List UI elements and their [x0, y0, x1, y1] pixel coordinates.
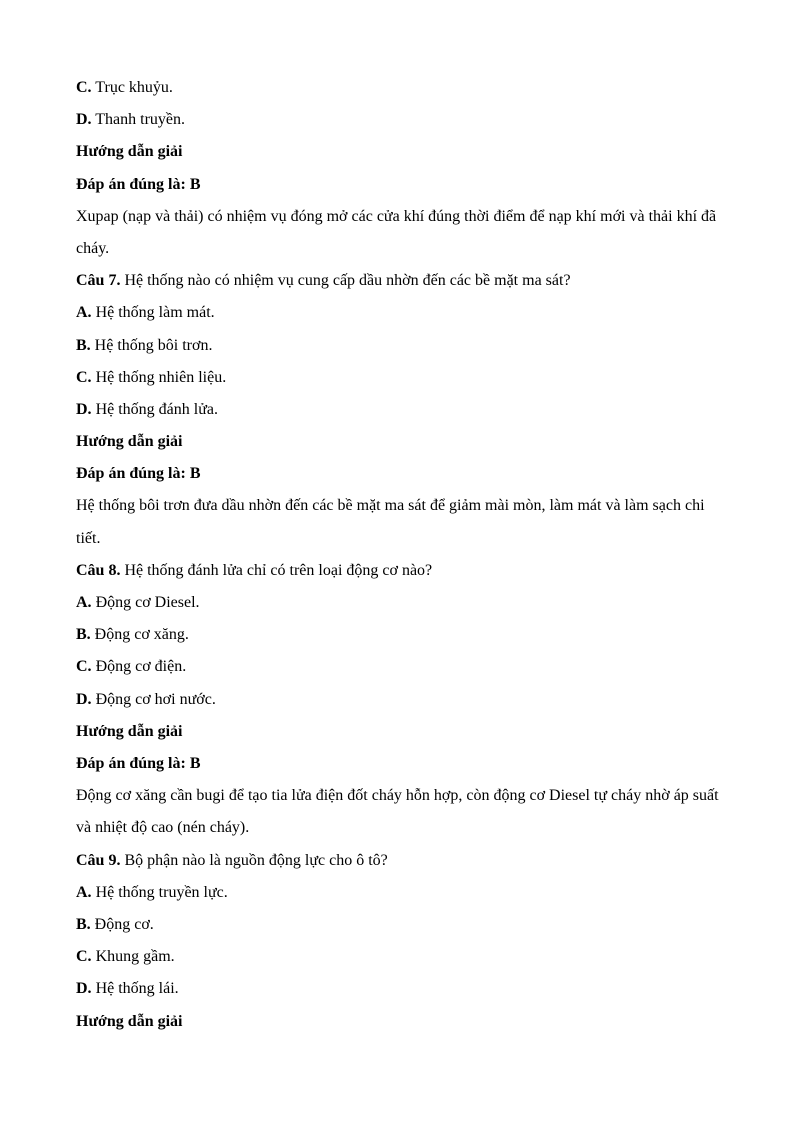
- q9-option-b: B. Động cơ.: [76, 915, 154, 933]
- q9-guide-heading: Hướng dẫn giải: [76, 1012, 183, 1030]
- question-8: Câu 8. Hệ thống đánh lửa chỉ có trên loại động cơ nào?: [76, 561, 433, 579]
- option-d: D. Thanh truyền.: [76, 111, 186, 129]
- q8-option-b: B. Động cơ xăng.: [76, 626, 189, 644]
- q8-answer-line: Đáp án đúng là: B: [76, 755, 201, 772]
- q7-explanation: Hệ thống bôi trơn đưa dầu nhờn đến các bề mặt ma sát để giảm mài mòn, làm mát và làm sạch chi tiết.: [76, 497, 705, 547]
- question-7: Câu 7. Hệ thống nào có nhiệm vụ cung cấp dầu nhờn đến các bề mặt ma sát?: [76, 272, 571, 290]
- q8-option-d: D. Động cơ hơi nước.: [76, 690, 216, 708]
- q7-answer-line: Đáp án đúng là: B: [76, 465, 201, 483]
- q7-option-b: B. Hệ thống bôi trơn.: [76, 336, 213, 354]
- explanation: Xupap (nạp và thải) có nhiệm vụ đóng mở các cửa khí đúng thời điểm để nạp khí mới và thải khí đã cháy.: [76, 207, 717, 257]
- q9-option-a: A. Hệ thống truyền lực.: [76, 883, 228, 901]
- q7-guide-heading: Hướng dẫn giải: [76, 433, 183, 451]
- q7-option-a: A. Hệ thống làm mát.: [76, 304, 215, 322]
- document-page: [76, 72, 726, 1038]
- question-9: Câu 9. Bộ phận nào là nguồn động lực cho ô tô?: [76, 851, 388, 869]
- q7-option-c: C. Hệ thống nhiên liệu.: [76, 368, 227, 386]
- q8-option-a: A. Động cơ Diesel.: [76, 594, 200, 612]
- q9-option-d: D. Hệ thống lái.: [76, 980, 179, 998]
- q7-option-d: D. Hệ thống đánh lửa.: [76, 400, 218, 418]
- q8-option-c: C. Động cơ điện.: [76, 658, 187, 676]
- option-c: C. Trục khuỷu.: [76, 79, 173, 96]
- q8-explanation: Động cơ xăng cần bugi để tạo tia lửa điện đốt cháy hỗn hợp, còn động cơ Diesel tự cháy nhờ áp suất và nhiệt độ cao (nén cháy).: [76, 787, 719, 837]
- answer-line: Đáp án đúng là: B: [76, 175, 201, 193]
- guide-heading: Hướng dẫn giải: [76, 143, 183, 161]
- q8-guide-heading: Hướng dẫn giải: [76, 722, 183, 740]
- q9-option-c: C. Khung gầm.: [76, 948, 175, 966]
